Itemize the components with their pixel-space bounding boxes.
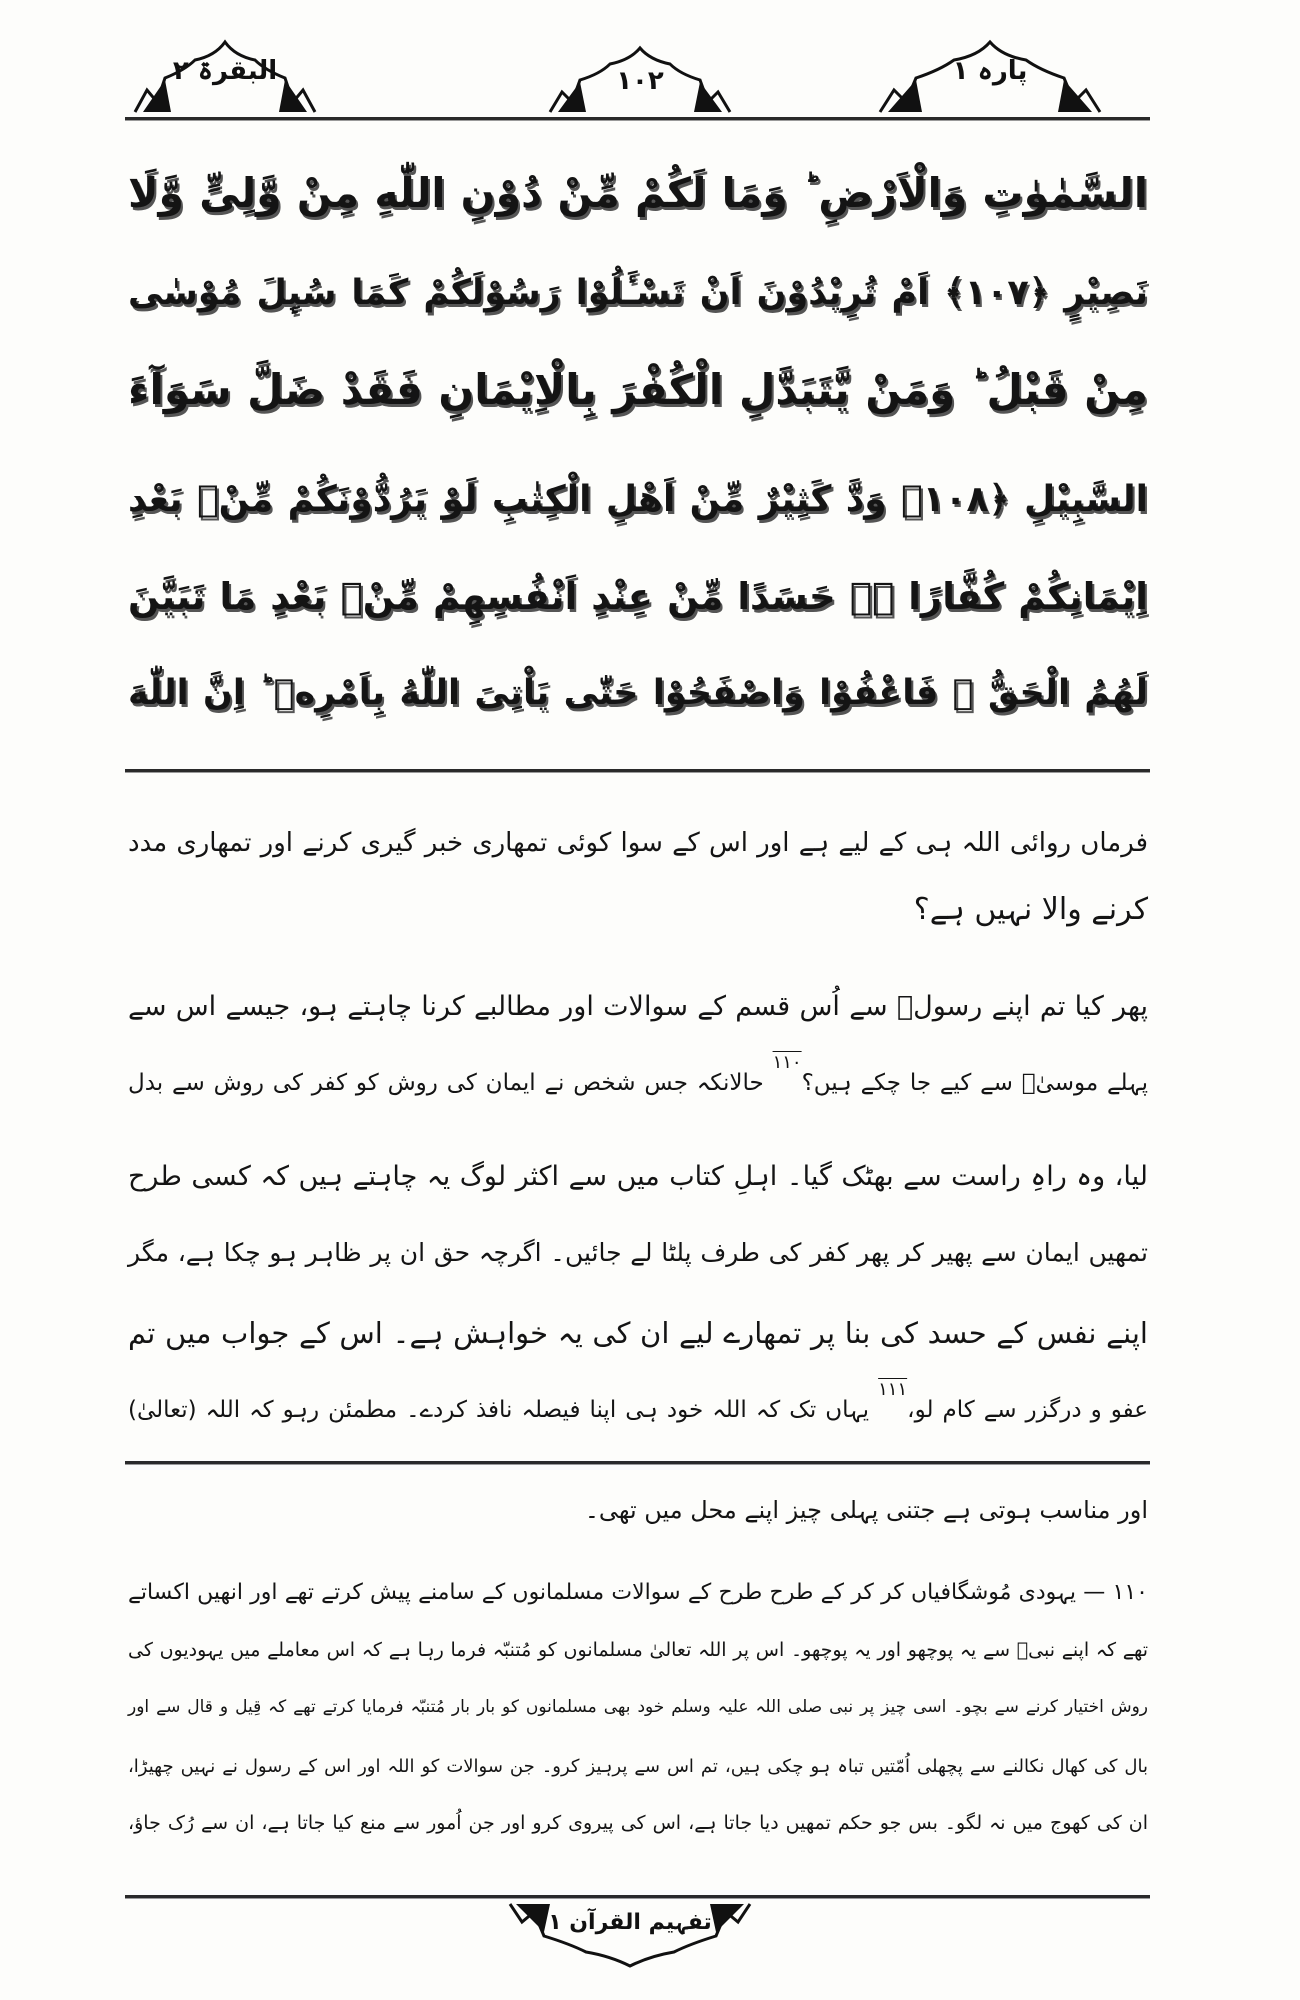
arabic-verse-line: اِیْمَانِكُمْ كُفَّارًا ۖۚ حَسَدًا مِّنْ عِنْدِ اَنْفُسِهِمْ مِّنْۢ بَعْدِ مَا تَبَیَّنَ (128, 575, 1148, 618)
translation-line: لیا، وہ راہِ راست سے بھٹک گیا۔ اہلِ کتاب میں سے اکثر لوگ یہ چاہتے ہیں کہ کسی طرح (128, 1161, 1148, 1192)
note-line: ان کی کھوج میں نہ لگو۔ بس جو حکم تمھیں دیا جاتا ہے، اس کی پیروی کرو اور جن اُمور سے منع کیا جاتا ہے، ان سے رُک جاؤ، (128, 1812, 1148, 1834)
translation-line (128, 1379, 1148, 1435)
arabic-verse-line: السَّمٰوٰتِ وَالْاَرْضِ ؕ وَمَا لَكُمْ مِّنْ دُوْنِ اللّٰهِ مِنْ وَّلِیٍّ وَّلَا (128, 169, 1148, 217)
arabic-verse-line: السَّبِیْلِ ﴿۱۰۸﴾ وَدَّ كَثِیْرٌ مِّنْ اَهْلِ الْكِتٰبِ لَوْ یَرُدُّوْنَكُمْ مِّنْۢ بَعْدِ (128, 479, 1148, 520)
note-line: بال کی کھال نکالنے سے پچھلی اُمّتیں تباہ ہو چکی ہیں، تم اس سے پرہیز کرو۔ جن سوالات کو اللہ اور اس کے رسول نے نہیں چھیڑا، (128, 1756, 1148, 1777)
translation-text: عفو و درگزر سے کام لو، (907, 1397, 1148, 1423)
notes-separator-rule (125, 1461, 1150, 1465)
translation-line: پھر کیا تم اپنے رسولؐ سے اُس قسم کے سوالات اور مطالبے کرنا چاہتے ہو، جیسے اس سے (128, 991, 1148, 1022)
translation-line: کرنے والا نہیں ہے؟ (913, 892, 1148, 927)
verse-separator-rule (125, 769, 1150, 773)
translation-line (128, 1052, 1148, 1108)
para-label: پارہ ۱ (952, 56, 1028, 86)
note-line: تھے کہ اپنے نبیؐ سے یہ پوچھو اور یہ پوچھو۔ اس پر اللہ تعالیٰ مسلمانوں کو مُتنبّہ فرما رہا ہے کہ اس معاملے میں یہودیوں کی (128, 1639, 1148, 1661)
note-line: اور مناسب ہوتی ہے جتنی پہلی چیز اپنے محل میں تھی۔ (584, 1496, 1148, 1524)
surah-name: البقرۃ ۲ (172, 56, 278, 86)
footnote-ref-111[interactable]: ۱۱۱ (878, 1379, 908, 1400)
translation-text: پہلے موسیٰؑ سے کیے جا چکے ہیں؟ (801, 1070, 1148, 1096)
surah-header-ornament (125, 30, 325, 120)
footnote-ref-110[interactable]: ۱۱۰ (772, 1052, 802, 1073)
translation-text: حالانکہ جس شخص نے ایمان کی روش کو کفر کی روش سے بدل (128, 1070, 764, 1096)
arabic-verse-line: نَصِیْرٍ ﴿۱۰۷﴾ اَمْ تُرِیْدُوْنَ اَنْ تَسْـَٔلُوْا رَسُوْلَكُمْ كَمَا سُىِٕلَ مُوْسٰى (128, 273, 1148, 313)
translation-line: فرماں روائی اللہ ہی کے لیے ہے اور اس کے سوا کوئی تمھاری خبر گیری کرنے اور تمھاری مدد (128, 828, 1148, 858)
para-header-ornament (870, 30, 1110, 120)
note-line: ۱۱۰ — یہودی مُوشگافیاں کر کر کے طرح طرح کے سوالات مسلمانوں کے سامنے پیش کرتے تھے اور انھیں اکساتے (128, 1580, 1148, 1605)
page-number: ۱۰۲ (616, 66, 664, 96)
translation-line: تمھیں ایمان سے پھیر کر پھر کفر کی طرف پلٹا لے جائیں۔ اگرچہ حق ان پر ظاہر ہو چکا ہے، مگر (128, 1238, 1148, 1267)
footer-ornament (500, 1900, 760, 1970)
book-title: تفہیم القرآن ۱ (548, 1910, 712, 1935)
page-number-ornament (540, 40, 740, 120)
header-rule (125, 117, 1150, 121)
translation-text: یہاں تک کہ اللہ خود ہی اپنا فیصلہ نافذ کردے۔ مطمئن رہو کہ اللہ (تعالیٰ) (128, 1397, 870, 1423)
note-line: روش اختیار کرنے سے بچو۔ اسی چیز پر نبی صلی اللہ علیہ وسلم خود بھی مسلمانوں کو بار بار مُتنبّہ فرمایا کرتے تھے کہ قِیل و قال سے اور (128, 1697, 1148, 1717)
arabic-verse-line: لَهُمُ الْحَقُّ ۚ فَاعْفُوْا وَاصْفَحُوْا حَتّٰى یَاْتِیَ اللّٰهُ بِاَمْرِهٖ ؕ اِنَّ اللّٰهَ (128, 673, 1148, 713)
translation-line: اپنے نفس کے حسد کی بنا پر تمھارے لیے ان کی یہ خواہش ہے۔ اس کے جواب میں تم (128, 1316, 1148, 1350)
footer-rule (125, 1895, 1150, 1899)
arabic-verse-line: مِنْ قَبْلُ ؕ وَمَنْ یَّتَبَدَّلِ الْكُفْرَ بِالْاِیْمَانِ فَقَدْ ضَلَّ سَوَآءَ (128, 365, 1148, 414)
